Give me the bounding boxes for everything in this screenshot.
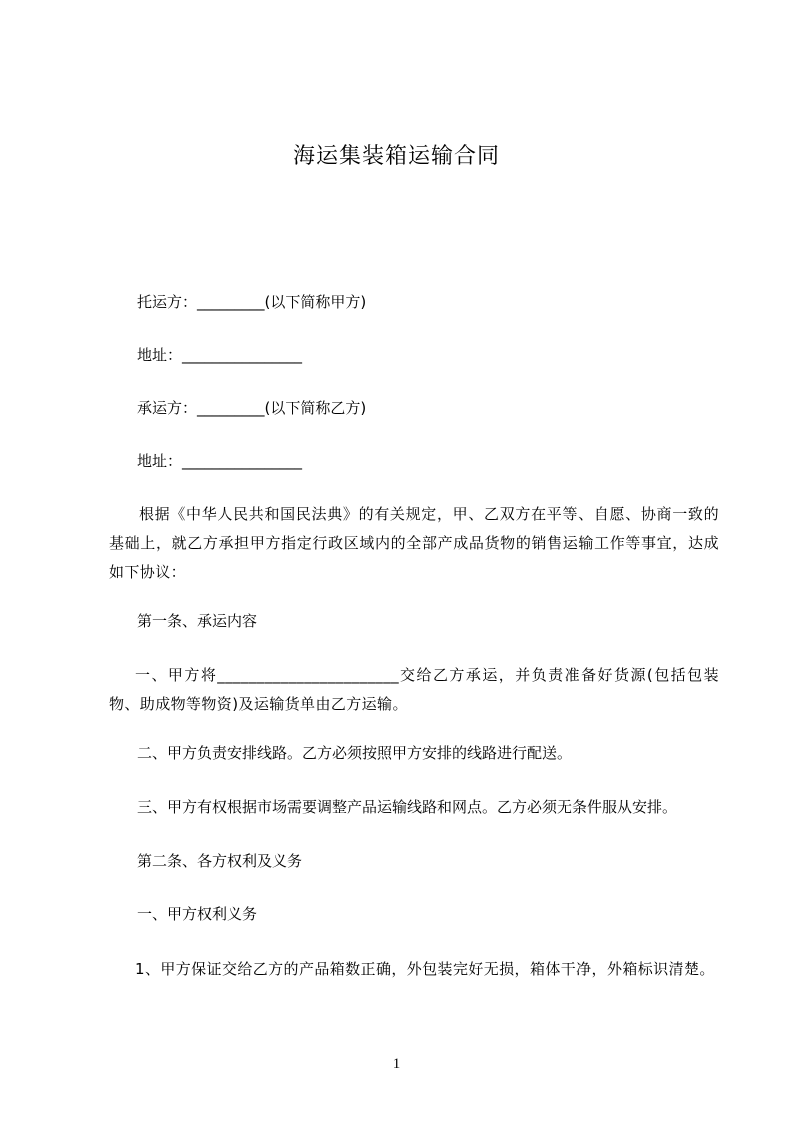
article1-item3: 三、甲方有权根据市场需要调整产品运输线路和网点。乙方必须无条件服从安排。 (137, 798, 678, 816)
document-title: 海运集装箱运输合同 (292, 144, 500, 169)
article1-item1: 一、甲方将_______________________交给乙方承运，并负责准备好货源(包括包装物、助成物等物资)及运输货单由乙方运输。 (109, 666, 719, 713)
page-number: 1 (392, 1056, 401, 1072)
article2-item1: 1、甲方保证交给乙方的产品箱数正确，外包装完好无损，箱体干净，外箱标识清楚。 (135, 960, 715, 978)
shipper-address-line: 地址：________________ (137, 346, 303, 364)
article2-sub1: 一、甲方权利义务 (137, 905, 258, 923)
article1-item2: 二、甲方负责安排线路。乙方必须按照甲方安排的线路进行配送。 (137, 744, 573, 762)
shipper-line: 托运方：_________(以下简称甲方) (137, 293, 367, 311)
carrier-address-line: 地址：________________ (137, 452, 303, 470)
carrier-line: 承运方：_________(以下简称乙方) (137, 399, 367, 417)
article2-heading: 第二条、各方权利及义务 (137, 852, 303, 870)
article1-heading: 第一条、承运内容 (137, 612, 258, 630)
intro-paragraph: 根据《中华人民共和国民法典》的有关规定，甲、乙双方在平等、自愿、协商一致的基础上，就乙方承担甲方指定行政区域内的全部产成品货物的销售运输工作等事宜，达成如下协议： (109, 505, 719, 581)
